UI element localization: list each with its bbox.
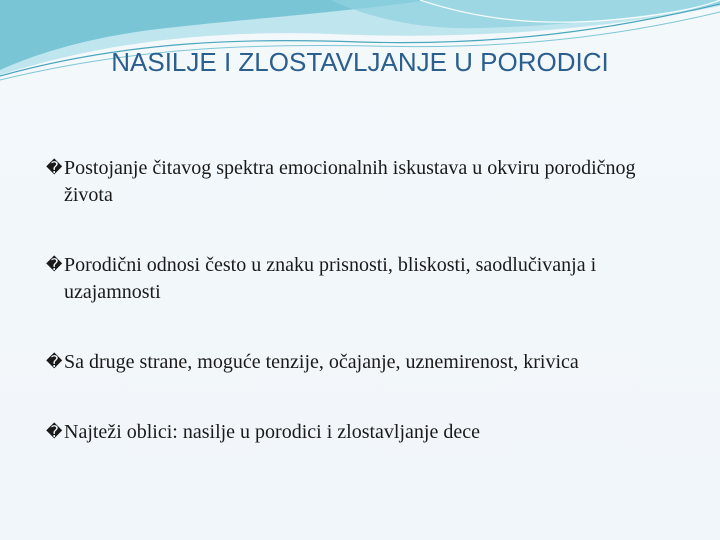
- bullet-text: Sa druge strane, moguće tenzije, očajanje, uznemirenost, krivica: [64, 351, 579, 373]
- bullet-marker-icon: �: [46, 352, 63, 371]
- bullet-text: Porodični odnosi često u znaku prisnosti, bliskosti, saodlučivanja i uzajamnosti: [64, 254, 597, 303]
- bullet-marker-icon: �: [46, 158, 63, 177]
- bullet-item: [46, 419, 686, 446]
- bullet-marker-icon: �: [46, 255, 63, 274]
- slide-title: NASILJE I ZLOSTAVLJANJE U PORODICI: [111, 47, 609, 77]
- bullet-item: [46, 252, 686, 306]
- bullet-item: [46, 155, 686, 209]
- bullet-text: Postojanje čitavog spektra emocionalnih iskustava u okviru porodičnog života: [64, 157, 636, 206]
- bullet-marker-icon: �: [46, 422, 63, 441]
- bullet-text: Najteži oblici: nasilje u porodici i zlostavljanje dece: [64, 421, 480, 443]
- bullet-list: [46, 155, 686, 489]
- bullet-item: [46, 349, 686, 376]
